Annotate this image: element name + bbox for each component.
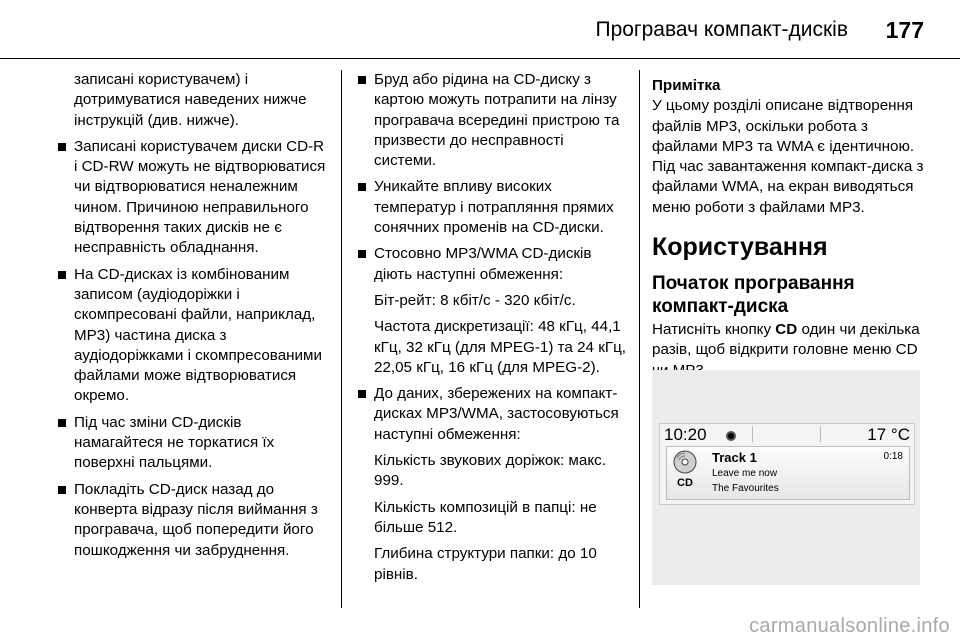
bullet-square-icon [358, 390, 366, 398]
artist-name: The Favourites [712, 483, 779, 494]
sub-item: Кількість звукових доріжок: макс. 999. [374, 452, 606, 490]
record-dot-icon [726, 431, 736, 441]
page-title: Програвач компакт-дисків [595, 18, 848, 41]
bullet-square-icon [358, 250, 366, 258]
bullet-square-icon [358, 183, 366, 191]
infotainment-screen [659, 423, 915, 505]
continuation-text: записані користувачем) і дотримуватися наведених нижче інструкцій (див. нижче). [74, 71, 307, 129]
bullet-item [56, 480, 328, 561]
bullet-text: Під час зміни CD-дисків намагайтеся не торкатися їх поверхні пальцями. [74, 413, 275, 472]
elapsed-time: 0:18 [883, 451, 903, 462]
note-text: У цьому розділі описане відтворення файлів MP3, оскільки робота з файлами MP3 та WMA є ідентичною. Під час завантаження компакт-диска з файлами WMA, на екран виводяться меню роботи з файлами MP3. [652, 97, 924, 216]
column-3 [652, 76, 928, 387]
section-heading: Користування [652, 233, 828, 262]
bullet-square-icon [58, 486, 66, 494]
column-divider-1 [341, 70, 342, 608]
column-2 [356, 70, 626, 591]
bullet-text: Покладіть CD-диск назад до конверта відразу після виймання з програвача, щоб попередити його пошкодження чи забруднення. [74, 480, 318, 559]
bullet-square-icon [358, 76, 366, 84]
watermark-text: carmanualsonline.info [749, 615, 950, 637]
clock-time: 10:20 [664, 425, 707, 444]
status-bar [660, 424, 914, 444]
sub-item: Кількість композицій в папці: не більше 512. [374, 498, 597, 536]
bullet-item [356, 384, 626, 445]
column-1 [56, 70, 328, 567]
subsection-heading: Початок програвання компакт-диска [652, 273, 855, 318]
track-title: Track 1 [712, 450, 757, 465]
outside-temperature: 17 °C [867, 425, 910, 444]
header-divider [0, 58, 960, 59]
bullet-square-icon [58, 419, 66, 427]
status-separator [752, 426, 753, 442]
bullet-square-icon [58, 143, 66, 151]
bullet-square-icon [58, 271, 66, 279]
bullet-text: На CD-дисках із комбінованим записом (аудіодоріжки і скомпресовані файли, наприклад, MP3) частина диска з аудіодоріжками і скомпресованими файлами може відтворюватися окремо. [74, 265, 322, 405]
bullet-item [356, 70, 626, 171]
bullet-item [356, 244, 626, 285]
note-title: Примітка [652, 77, 721, 94]
sub-item: Глибина структури папки: до 10 рівнів. [374, 545, 597, 583]
column-divider-2 [639, 70, 640, 608]
now-playing-panel [666, 446, 910, 500]
sub-item: Частота дискретизації: 48 кГц, 44,1 кГц, 32 кГц (для MPEG-1) та 24 кГц, 22,05 кГц, 16 кГц (для MPEG-2). [374, 318, 626, 376]
source-label: CD [677, 477, 693, 489]
bullet-text: Бруд або рідина на CD-диску з картою можуть потрапити на лінзу програвача всередині пристрою та призвести до несправності системи. [374, 71, 620, 170]
compact-disc-icon [673, 450, 697, 474]
bullet-text: Уникайте впливу високих температур і потрапляння прямих сонячних променів на CD-диски. [374, 178, 614, 237]
bullet-item [56, 265, 328, 407]
bullet-item [56, 413, 328, 474]
bullet-text: До даних, збережених на компакт-дисках MP3/WMA, застосовуються наступні обмеження: [374, 385, 619, 443]
bullet-item [356, 177, 626, 238]
sub-item: Біт-рейт: 8 кбіт/с - 320 кбіт/с. [374, 291, 576, 309]
cd-button-label: CD [775, 321, 798, 339]
bullet-text: Стосовно MP3/WMA CD-дисків діють наступні обмеження: [374, 245, 592, 283]
bullet-text: Записані користувачем диски CD-R і CD-RW можуть не відтворюватися чи відтворюватися неналежним чином. Причиною неправильного відтворення таких дисків не є несправність обладнання. [74, 137, 326, 257]
status-separator [820, 426, 821, 442]
instruction-part: один чи декілька разів, щоб відкрити головне меню CD [652, 321, 920, 359]
display-illustration [652, 370, 920, 585]
page-number: 177 [885, 17, 924, 43]
bullet-item [56, 137, 328, 259]
song-title: Leave me now [712, 468, 778, 479]
instruction-part: Натисніть кнопку [652, 321, 776, 339]
page-header [0, 0, 960, 56]
